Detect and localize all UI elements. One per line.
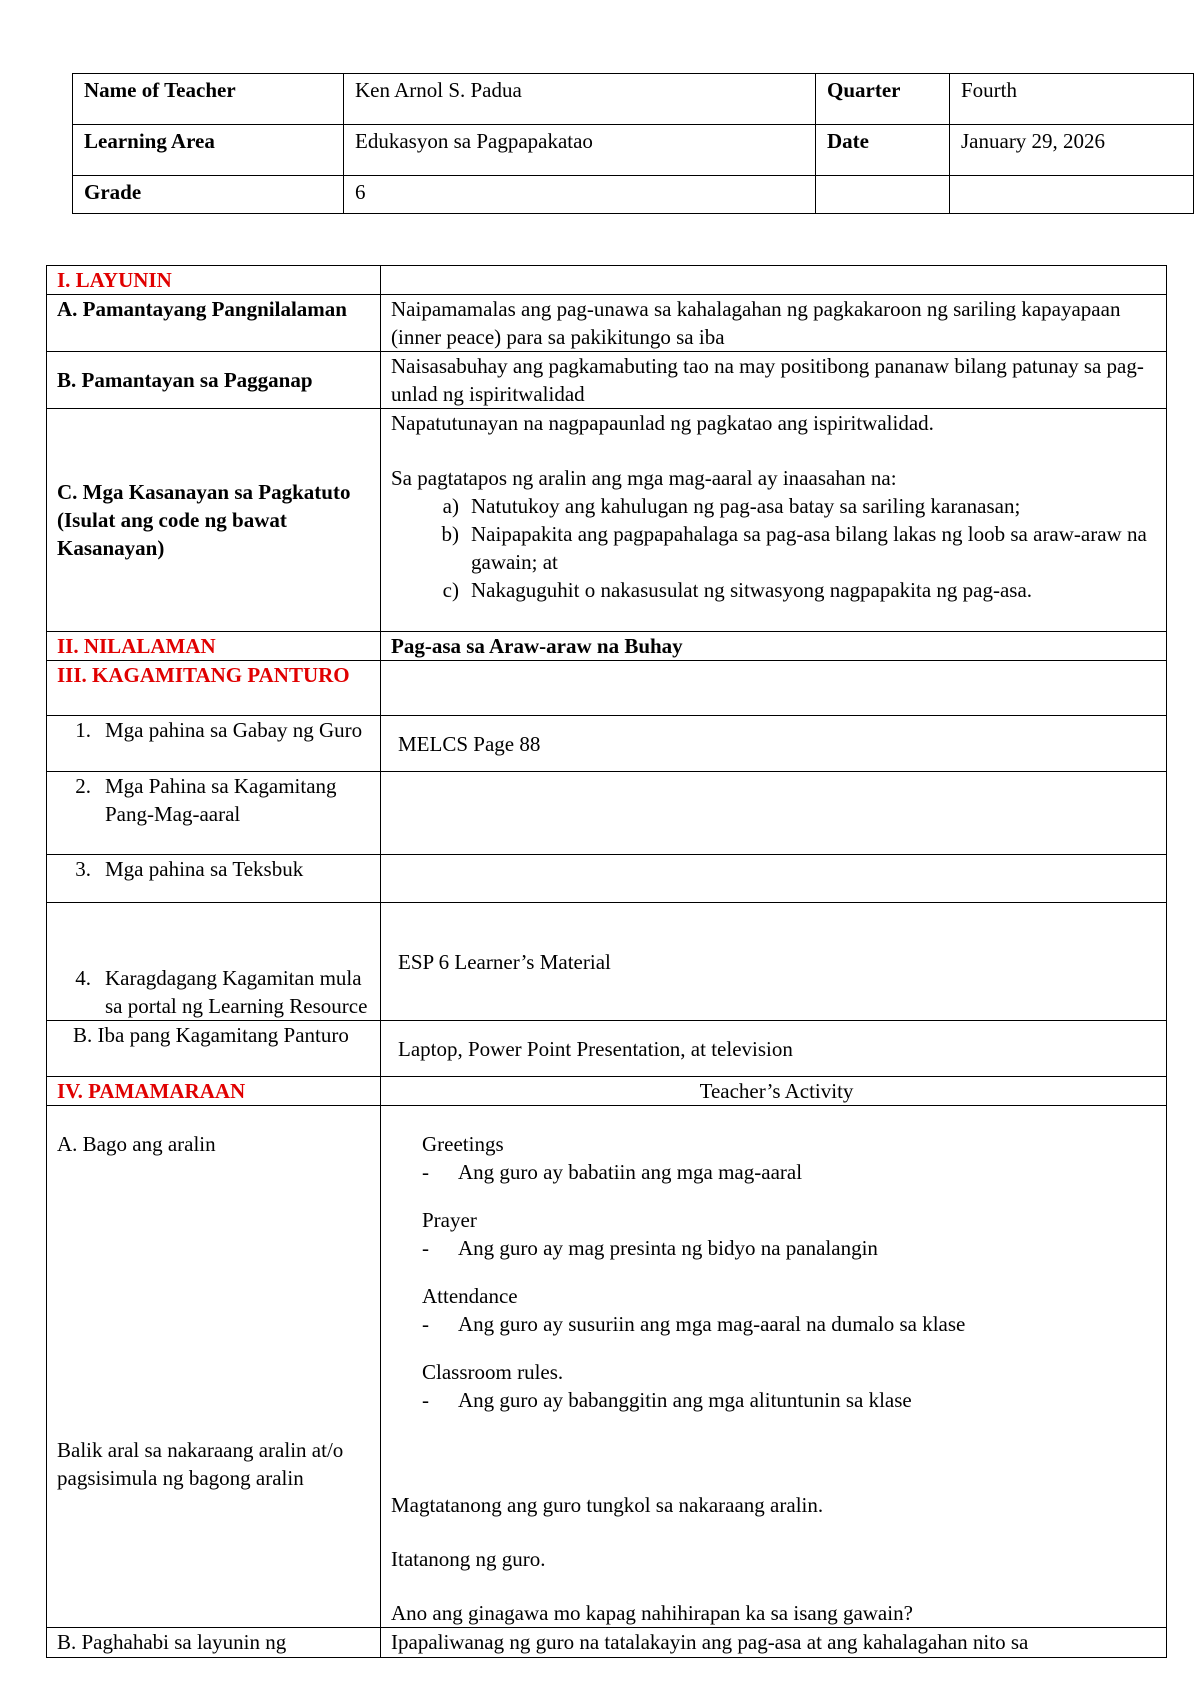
empty-cell [816,176,950,214]
activity-item: - Ang guro ay babatiin ang mga mag-aaral [422,1160,803,1184]
kagamitan-item-4-value: ESP 6 Learner’s Material [381,903,1167,1021]
learning-area-label: Learning Area [73,125,344,176]
kasanayan-label: C. Mga Kasanayan sa Pagkatuto (Isulat ang code ng bawat Kasanayan) [47,409,381,632]
balik-aral-question: Ano ang ginagawa mo kapag nahihirapan ka sa isang gawain? [391,1601,913,1625]
activity-title: Attendance [422,1284,518,1308]
header-table [72,73,1194,214]
activity-item: - Ang guro ay babanggitin ang mga alituntunin sa klase [422,1388,912,1412]
teacher-label: Name of Teacher [73,74,344,125]
pamamaraan-a-cell [47,1106,381,1628]
activity-title: Classroom rules. [422,1360,564,1384]
nilalaman-value: Pag-asa sa Araw-araw na Buhay [381,632,1167,661]
section-kagamitan: III. KAGAMITANG PANTURO [47,661,381,716]
learning-area-value: Edukasyon sa Pagpapakatao [344,125,816,176]
empty-cell [950,176,1194,214]
section-layunin: I. LAYUNIN [47,266,381,295]
balik-aral-label: Balik aral sa nakaraang aralin at/o pagsisimula ng bagong aralin [57,1438,344,1490]
balik-aral-line: Magtatanong ang guro tungkol sa nakaraang aralin. [391,1493,824,1517]
pamantayan-pagganap-label: B. Pamantayan sa Pagganap [47,352,381,409]
quarter-label: Quarter [816,74,950,125]
empty-cell [381,772,1167,855]
kagamitan-item-4: 4. Karagdagang Kagamitan mula sa portal ng Learning Resource [47,903,381,1021]
kagamitan-item-2: 2. Mga Pahina sa Kagamitang Pang-Mag-aaral [47,772,381,855]
grade-value: 6 [344,176,816,214]
kagamitan-item-3: 3. Mga pahina sa Teksbuk [47,855,381,903]
section-pamamaraan: IV. PAMAMARAAN [47,1077,381,1106]
pamantayan-pagganap-value: Naisasabuhay ang pagkamabuting tao na may positibong pananaw bilang patunay sa pag-unlad ng ispiritwalidad [381,352,1167,409]
list-item: b) Naipapakita ang pagpapahalaga sa pag-asa bilang lakas ng loob sa araw-araw na gawain; at [441,522,1147,574]
empty-cell [381,266,1167,295]
date-label: Date [816,125,950,176]
activity-title: Greetings [422,1132,504,1156]
quarter-value: Fourth [950,74,1194,125]
paghahabi-value: Ipapaliwanag ng guro na tatalakayin ang pag-asa at ang kahalagahan nito sa [381,1628,1167,1658]
pamamaraan-a-activities [381,1106,1167,1628]
pamantayang-pangnilalaman-label: A. Pamantayang Pangnilalaman [47,295,381,352]
list-item: a) Natutukoy ang kahulugan ng pag-asa batay sa sariling karanasan; [442,494,1021,518]
activity-title: Prayer [422,1208,477,1232]
paghahabi-label: B. Paghahabi sa layunin ng [47,1628,381,1658]
teacher-value: Ken Arnol S. Padua [344,74,816,125]
activity-item: - Ang guro ay susuriin ang mga mag-aaral na dumalo sa klase [422,1312,966,1336]
balik-aral-line: Itatanong ng guro. [391,1547,546,1571]
kasanayan-line: Napatutunayan na nagpapaunlad ng pagkatao ang ispiritwalidad. [391,411,934,435]
empty-cell [381,661,1167,716]
section-nilalaman: II. NILALAMAN [47,632,381,661]
activity-item: - Ang guro ay mag presinta ng bidyo na panalangin [422,1236,878,1260]
iba-pang-kagamitan-label: B. Iba pang Kagamitang Panturo [47,1021,381,1077]
empty-cell [381,855,1167,903]
teacher-activity-header: Teacher’s Activity [381,1077,1167,1106]
iba-pang-kagamitan-value: Laptop, Power Point Presentation, at television [381,1021,1167,1077]
grade-label: Grade [73,176,344,214]
date-value: January 29, 2026 [950,125,1194,176]
bago-ang-aralin-label: A. Bago ang aralin [57,1132,216,1156]
list-item: c) Nakaguguhit o nakasusulat ng sitwasyong nagpapakita ng pag-asa. [442,578,1033,602]
pamantayang-pangnilalaman-value: Naipamamalas ang pag-unawa sa kahalagahan ng pagkakaroon ng sariling kapayapaan (inner peace) para sa pakikitungo sa iba [381,295,1167,352]
kagamitan-item-1: 1. Mga pahina sa Gabay ng Guro [47,716,381,772]
lesson-plan-table [46,265,1167,1658]
kasanayan-intro: Sa pagtatapos ng aralin ang mga mag-aaral ay inaasahan na: [391,466,897,490]
kasanayan-value [381,409,1167,632]
kagamitan-item-1-value: MELCS Page 88 [381,716,1167,772]
